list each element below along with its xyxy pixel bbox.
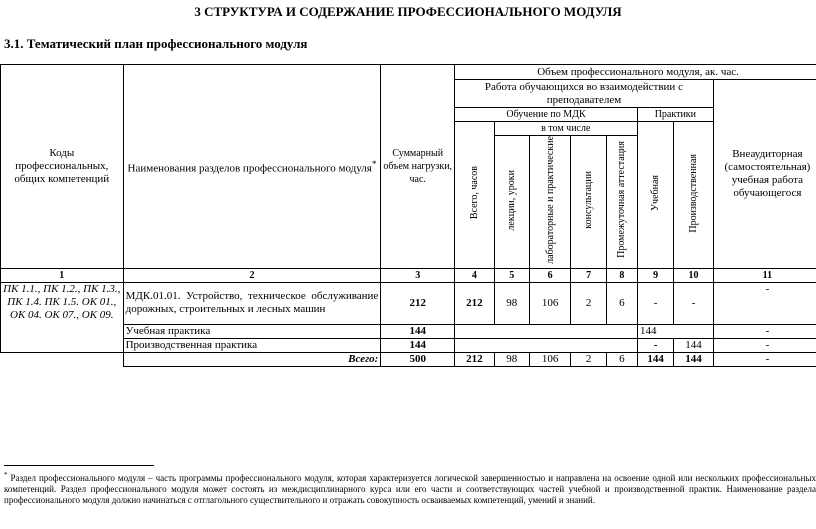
header-production: Производственная bbox=[674, 122, 713, 269]
mdk-name: МДК.01.01. Устройство, техническое обслуживание дорожных, строительных и лесных машин bbox=[123, 282, 381, 324]
mdk-consultations: 2 bbox=[571, 282, 606, 324]
header-labs: лабораторные и практические bbox=[529, 136, 571, 269]
column-number: 4 bbox=[455, 268, 494, 282]
total-sum: 500 bbox=[381, 352, 455, 366]
table-row-mdk bbox=[1, 282, 816, 324]
prod-practice-educational: - bbox=[637, 338, 673, 352]
header-including: в том числе bbox=[494, 122, 637, 136]
mdk-self-study: - bbox=[713, 282, 816, 324]
column-number: 6 bbox=[529, 268, 571, 282]
mdk-labs: 106 bbox=[529, 282, 571, 324]
column-number: 9 bbox=[637, 268, 673, 282]
total-production: 144 bbox=[674, 352, 713, 366]
total-labs: 106 bbox=[529, 352, 571, 366]
footnote-mark: * bbox=[4, 471, 8, 479]
edu-practice-self-study: - bbox=[713, 324, 816, 338]
total-lectures: 98 bbox=[494, 352, 529, 366]
header-practices: Практики bbox=[637, 108, 713, 122]
mdk-educational: - bbox=[637, 282, 673, 324]
total-attestation: 6 bbox=[606, 352, 637, 366]
header-total-load: Суммарный объем нагрузки, час. bbox=[381, 65, 455, 269]
prod-practice-self-study: - bbox=[713, 338, 816, 352]
total-label: Всего: bbox=[123, 352, 381, 366]
table-row-prod-practice bbox=[1, 338, 816, 352]
total-row-spacer bbox=[1, 352, 124, 366]
column-number: 11 bbox=[713, 268, 816, 282]
header-codes: Коды профессиональных, общих компетенций bbox=[1, 65, 124, 269]
column-number: 5 bbox=[494, 268, 529, 282]
column-number: 1 bbox=[1, 268, 124, 282]
page-title: 3 СТРУКТУРА И СОДЕРЖАНИЕ ПРОФЕССИОНАЛЬНОГО МОДУЛЯ bbox=[194, 4, 622, 19]
edu-practice-educational: 144 bbox=[637, 324, 713, 338]
header-lectures: лекции, уроки bbox=[494, 136, 529, 269]
header-consultations: консультации bbox=[571, 136, 606, 269]
table-row-edu-practice bbox=[1, 324, 816, 338]
column-number: 8 bbox=[606, 268, 637, 282]
mdk-attestation: 6 bbox=[606, 282, 637, 324]
thematic-plan-table bbox=[0, 64, 816, 367]
total-all-hours: 212 bbox=[455, 352, 494, 366]
edu-practice-blank bbox=[455, 324, 638, 338]
header-educational: Учебная bbox=[637, 122, 673, 269]
total-self-study: - bbox=[713, 352, 816, 366]
header-volume: Объем профессионального модуля, ак. час. bbox=[455, 65, 816, 80]
column-number: 3 bbox=[381, 268, 455, 282]
footnote-divider bbox=[4, 465, 154, 466]
footnote-mark-ref: * bbox=[371, 158, 377, 169]
prod-practice-total: 144 bbox=[381, 338, 455, 352]
column-number: 2 bbox=[123, 268, 381, 282]
total-educational: 144 bbox=[637, 352, 673, 366]
header-interaction: Работа обучающихся во взаимодействии с преподавателем bbox=[455, 80, 714, 108]
mdk-lectures: 98 bbox=[494, 282, 529, 324]
prod-practice-blank bbox=[455, 338, 638, 352]
edu-practice-name: Учебная практика bbox=[123, 324, 381, 338]
mdk-total: 212 bbox=[381, 282, 455, 324]
header-sections: Наименования разделов профессионального модуля* bbox=[123, 65, 381, 269]
mdk-production: - bbox=[674, 282, 713, 324]
header-attestation: Промежуточная аттестация bbox=[606, 136, 637, 269]
column-number: 10 bbox=[674, 268, 713, 282]
prod-practice-name: Производственная практика bbox=[123, 338, 381, 352]
section-subtitle: 3.1. Тематический план профессионального модуля bbox=[4, 36, 308, 51]
prod-practice-production: 144 bbox=[674, 338, 713, 352]
footnote-text: Раздел профессионального модуля – часть программы профессионального модуля, которая характеризуется логической завершенностью и направлена на освоение одной или нескольких профессиональных компетенций. Раздел профессионального модуля может состоять из междисциплинарного курса или его части и соответствующих частей учебной и производственной практик. Наименование раздела профессионального модуля должно начинаться с отглагольного существительного и отражать совокупность осваиваемых компетенций, умений и знаний. bbox=[4, 473, 816, 505]
footnote bbox=[4, 470, 816, 506]
competency-codes: ПК 1.1., ПК 1.2., ПК 1.3., ПК 1.4. ПК 1.5. ОК 01., ОК 04. ОК 07., ОК 09. bbox=[1, 282, 124, 352]
header-total-hours: Всего, часов bbox=[455, 122, 494, 269]
edu-practice-total: 144 bbox=[381, 324, 455, 338]
mdk-all-hours: 212 bbox=[455, 282, 494, 324]
total-consultations: 2 bbox=[571, 352, 606, 366]
column-number: 7 bbox=[571, 268, 606, 282]
column-numbers-row bbox=[1, 268, 816, 282]
header-mdk-training: Обучение по МДК bbox=[455, 108, 638, 122]
header-self-study: Внеаудиторная (самостоятельная) учебная работа обучающегося bbox=[713, 80, 816, 269]
table-row-total bbox=[1, 352, 816, 366]
